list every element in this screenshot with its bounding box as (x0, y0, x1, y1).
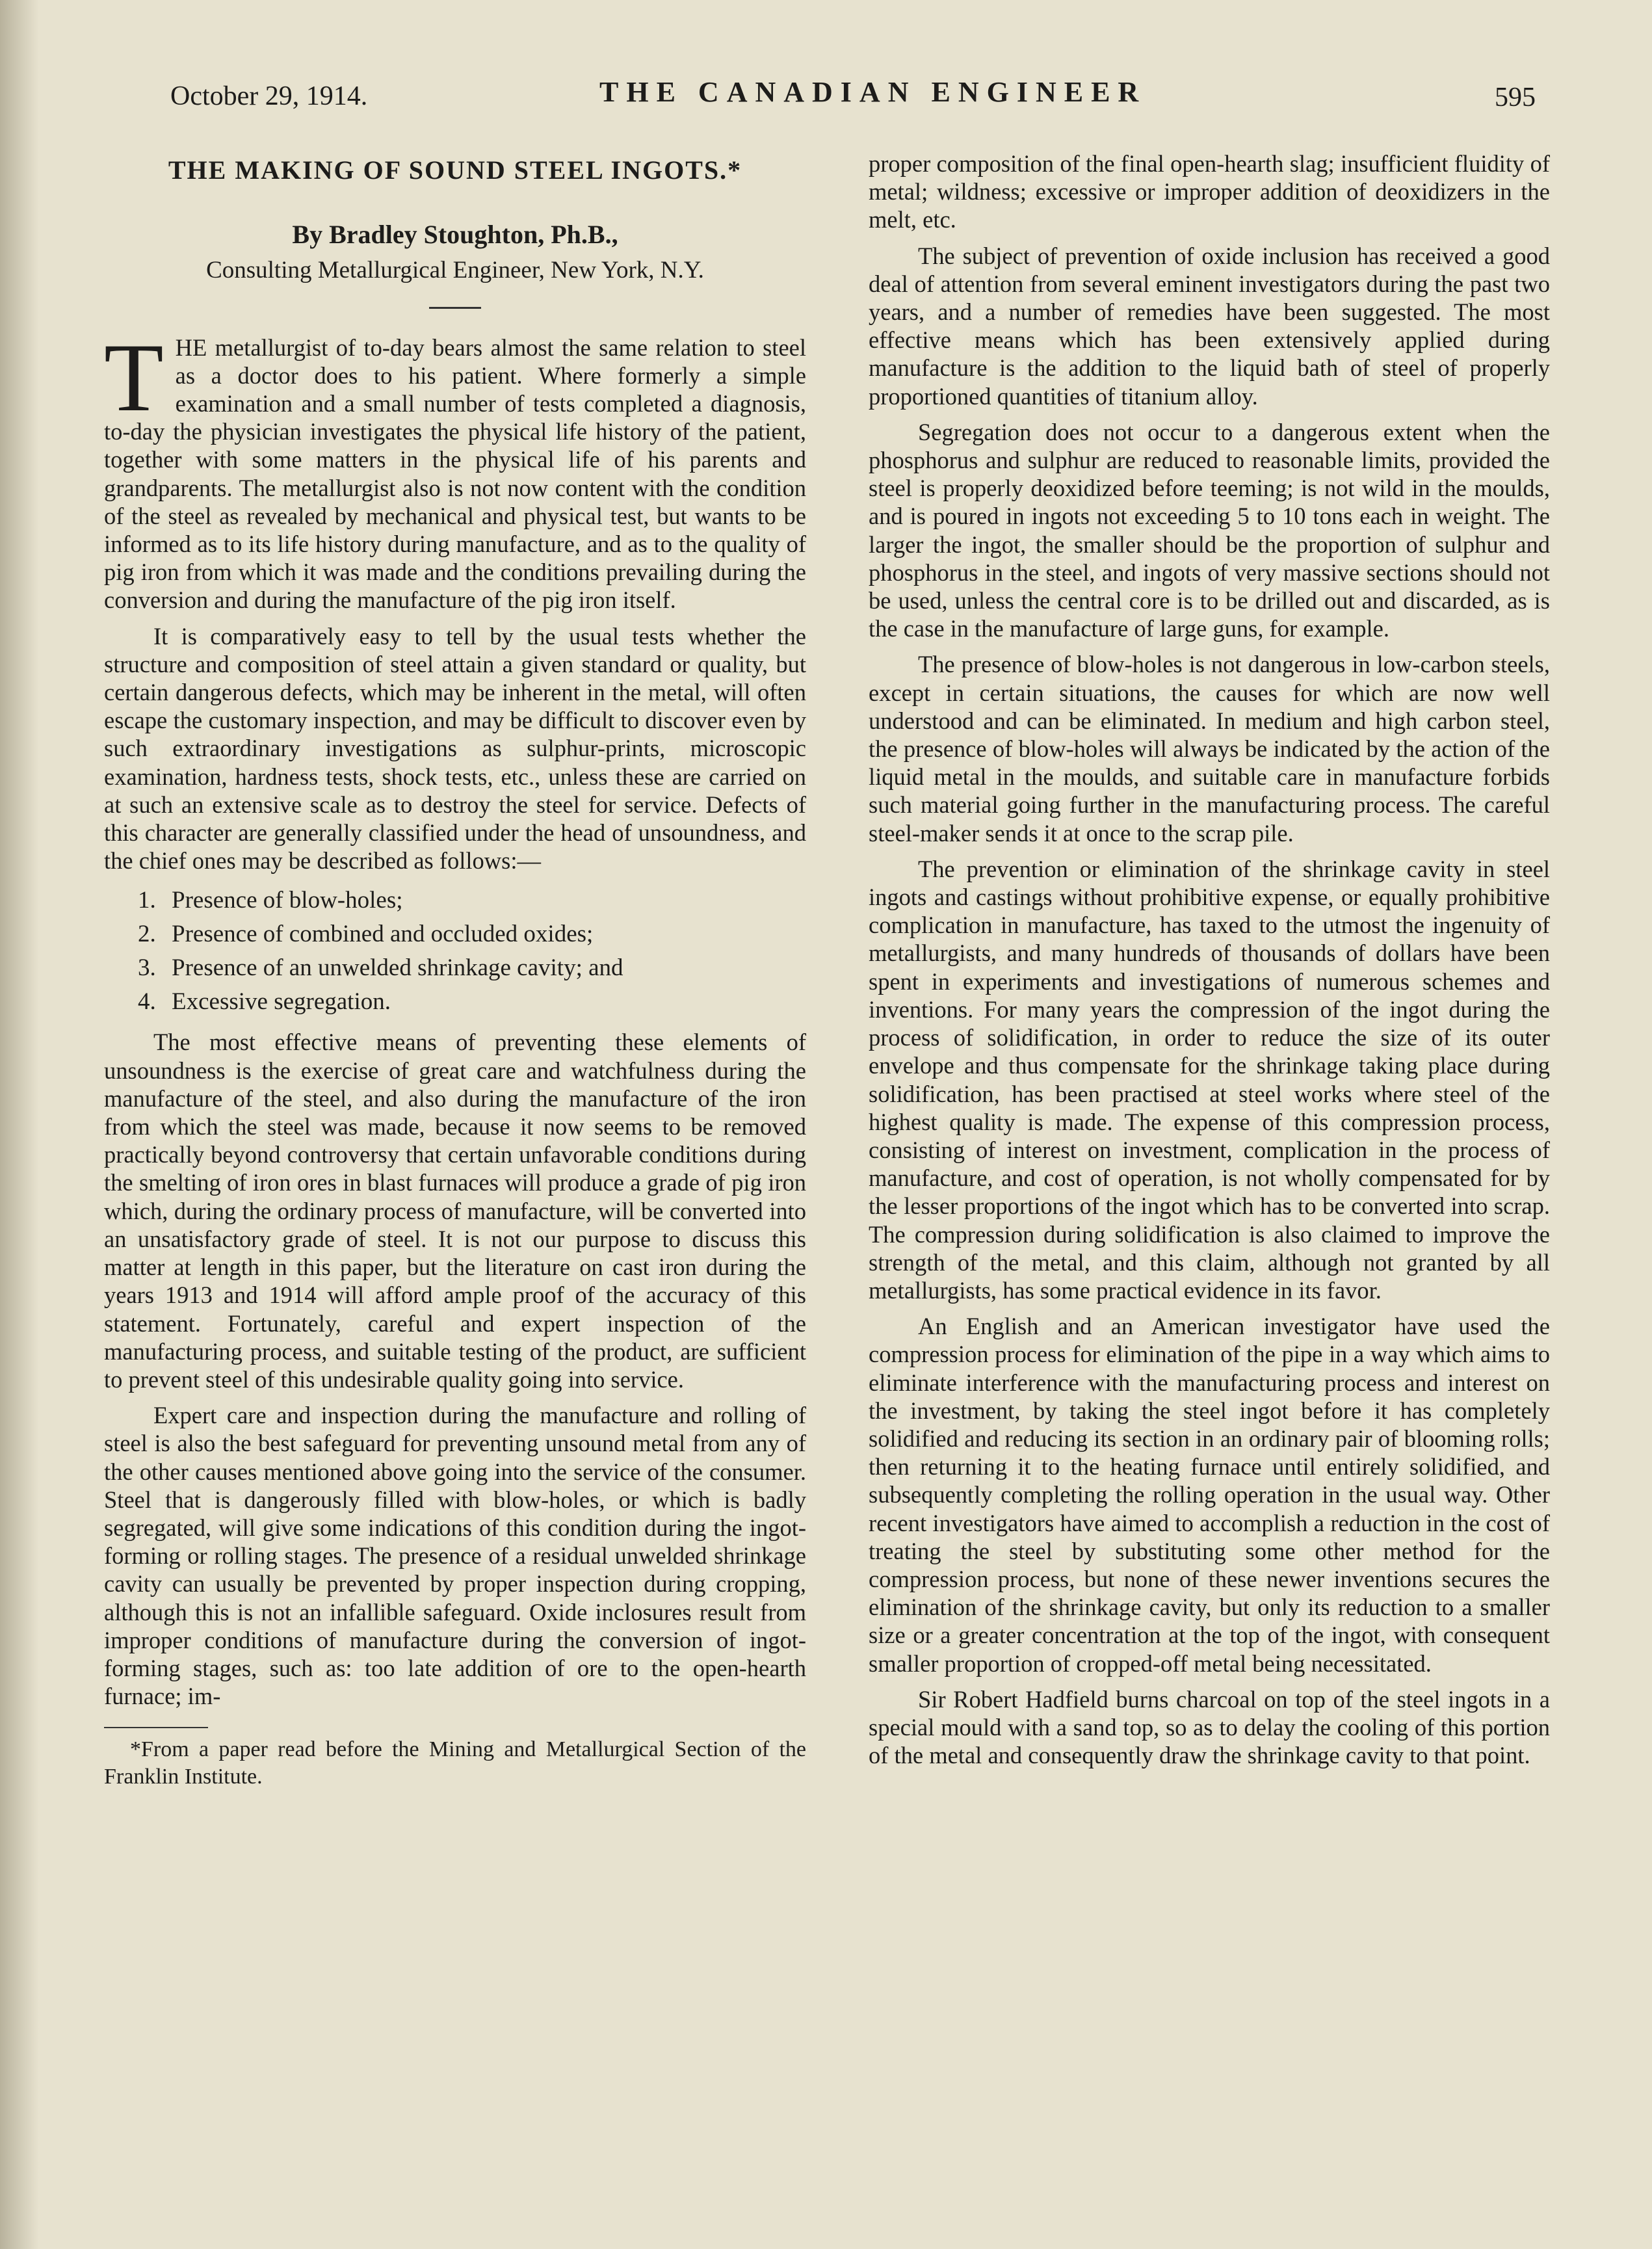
list-item (138, 988, 806, 1016)
list-item (138, 886, 806, 915)
footnote: *From a paper read before the Mining and Metallurgical Section of the Franklin Institute. (104, 1737, 806, 1789)
list-item-text: Presence of blow-holes; (172, 887, 403, 914)
list-item-number: 1. (138, 887, 156, 914)
paragraph-inspection: Expert care and inspection during the manufacture and rolling of steel is also the best safeguard for preventing unsound metal from any of the other causes mentioned above going into the service of the consumer. Steel that is dangerously filled with blow-holes, or which is badly segregated, will give some indications of this condition during the ingot-forming or rolling stages. The presence of a residual unwelded shrinkage cavity can usually be prevented by proper inspection during cropping, although this is not an infallible safeguard. Oxide inclosures result from improper conditions of manufacture during the conversion of ingot-forming stages, such as: too late addition of ore to the open-hearth furnace; im- (104, 1402, 806, 1710)
paragraph-compression: An English and an American investigator have used the compression process for elimination of the pipe in a way which aims to eliminate interference with the manufacturing process and interest on the investment, by taking the steel ingot before it has completely solidified and reducing its section in an ordinary pair of blooming rolls; then returning it to the heating furnace until entirely solidified, and subsequently completing the rolling operation in the usual way. Other recent investigators have aimed to accomplish a reduction in the cost of treating the steel by substituting some other method for the compression process, but none of these newer inventions secures the elimination of the shrinkage cavity, but only its reduction to a smaller size or a greater concentration at the top of the ingot, with consequent smaller proportion of cropped-off metal being necessitated. (869, 1313, 1550, 1677)
article-title: THE MAKING OF SOUND STEEL INGOTS.* (168, 155, 742, 185)
page-number: 595 (1495, 83, 1536, 112)
list-item-text: Excessive segregation. (172, 988, 391, 1016)
paragraph-oxide-inclusion: The subject of prevention of oxide inclusion has received a good deal of attention from several eminent investigators during the past two years, and a number of remedies have been suggested. The most effective means which has been extensively applied during manufacture is the addition to the liquid bath of steel of properly proportioned quantities of titanium alloy. (869, 242, 1550, 410)
paragraph-blow-holes: The presence of blow-holes is not dangerous in low-carbon steels, except in certain situations, the causes for which are now well understood and can be eliminated. In medium and high carbon steel, the presence of blow-holes will always be indicated by the action of the liquid metal in the moulds, and suitable care in manufacture forbids such material going further in the manufacturing process. The careful steel-maker sends it at once to the scrap pile. (869, 651, 1550, 847)
footnote-divider (104, 1727, 208, 1728)
paragraph-shrinkage-cavity: The prevention or elimination of the shrinkage cavity in steel ingots and castings without prohibitive expense, or equally prohibitive complication in manufacture, has taxed to the utmost the ingenuity of metallurgists, and many hundreds of thousands of dollars have been spent in experiments and investigations of numerous schemes and inventions. For many years the compression of the ingot during the process of solidification, in order to reduce the size of its outer envelope and thus compensate for the shrinkage taking place during solidification, has been practised at steel works where steel of the highest quality is made. The expense of this compression process, consisting of interest on investment, complication in the process of manufacture, and cost of operation, is not wholly compensated for by the lesser proportions of the ingot which has to be converted into scrap. The compression during solidification is also claimed to improve the strength of the metal, and this claim, although not granted by all metallurgists, has some practical evidence in its favor. (869, 855, 1550, 1304)
right-column (869, 150, 1550, 1769)
paragraph-segregation: Segregation does not occur to a dangerous extent when the phosphorus and sulphur are reduced to reasonable limits, provided the steel is properly deoxidized before teeming; is not wild in the moulds, and is poured in ingots not exceeding 5 to 10 tons each in weight. The larger the ingot, the smaller should be the proportion of sulphur and phosphorus in the steel, and ingots of very massive sections should not be used, unless the central core is to be drilled out and discarded, as is the case in the manufacture of large guns, for example. (869, 418, 1550, 642)
paragraph-defects: It is comparatively easy to tell by the usual tests whether the structure and composition of steel attain a given standard or quality, but certain dangerous defects, which may be inherent in the metal, will often escape the customary inspection, and may be difficult to discover even by such extraordinary investigations as sulphur-prints, microscopic examination, hardness tests, shock tests, etc., unless these are carried on at such an extensive scale as to destroy the steel for service. Defects of this character are generally classified under the head of unsoundness, and the chief ones may be described as follows:— (104, 622, 806, 875)
page-header (170, 73, 1536, 118)
drop-cap: T (104, 323, 164, 432)
list-item (138, 954, 806, 982)
defects-list (138, 886, 806, 1016)
binding-shadow (0, 0, 39, 2249)
list-item-number: 4. (138, 988, 156, 1016)
issue-date: October 29, 1914. (170, 81, 368, 111)
list-item (138, 920, 806, 949)
title-divider (429, 307, 481, 309)
paragraph-prevention: The most effective means of preventing these elements of unsoundness is the exercise of great care and watchfulness during the manufacture of the steel, and also during the manufacture of the iron from which the steel was made, because it now seems to be removed practically beyond controversy that certain unfavorable conditions during the smelting of iron ores in blast furnaces will produce a grade of pig iron which, during the ordinary process of manufacture, will be converted into an unsatisfactory grade of steel. It is not our purpose to discuss this matter at length in this paper, but the literature on cast iron during the years 1913 and 1914 will afford ample proof of the accuracy of this statement. Fortunately, careful and expert inspection of the manufacturing process, and suitable testing of the product, are sufficient to prevent steel of this undesirable quality going into service. (104, 1029, 806, 1393)
list-item-number: 2. (138, 921, 156, 948)
list-item-text: Presence of an unwelded shrinkage cavity; and (172, 954, 623, 982)
list-item-number: 3. (138, 954, 156, 982)
paragraph-intro-text: HE metallurgist of to-day bears almost the same relation to steel as a doctor does to his patient. Where formerly a simple examination and a small number of tests completed a diagnosis, to-day the physician investigates the physical life history of the patient, together with some matters in the physical life of his parents and grandparents. The metallurgist also is not now content with the condition of the steel as revealed by mechanical and physical test, but wants to be informed as to its life history during manufacture, and as to the quality of pig iron from which it was made and the conditions prevailing during the conversion and during the manufacture of the pig iron itself. (104, 334, 806, 614)
author-affiliation: Consulting Metallurgical Engineer, New York, N.Y. (206, 257, 704, 284)
paragraph-intro (104, 323, 806, 614)
left-column (104, 156, 806, 1791)
list-item-text: Presence of combined and occluded oxides; (172, 921, 594, 948)
paragraph-hadfield: Sir Robert Hadfield burns charcoal on top of the steel ingots in a special mould with a sand top, so as to delay the cooling of this portion of the metal and consequently draw the shrinkage cavity to that point. (869, 1685, 1550, 1769)
journal-title: THE CANADIAN ENGINEER (599, 76, 1147, 108)
author-byline: By Bradley Stoughton, Ph.B., (292, 220, 618, 250)
paragraph-continued: proper composition of the final open-hearth slag; insufficient fluidity of metal; wildness; excessive or improper addition of deoxidizers in the melt, etc. (869, 150, 1550, 233)
